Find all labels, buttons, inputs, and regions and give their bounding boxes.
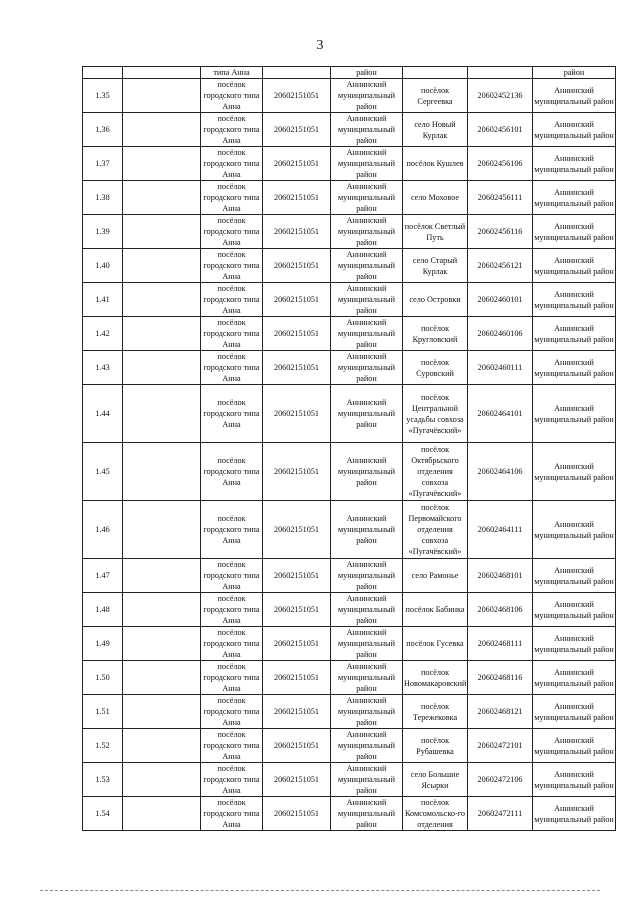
cell-oktmo: 20602151051 — [263, 181, 331, 215]
cell-district: Аннинский муниципальный район — [331, 501, 403, 559]
cell-district2: Аннинский муниципальный район — [533, 695, 616, 729]
cell-blank — [123, 67, 201, 79]
cell-settlement: посёлок городского типа Анна — [201, 385, 263, 443]
cell-district: Аннинский муниципальный район — [331, 729, 403, 763]
cell-oktmo2: 20602468116 — [468, 661, 533, 695]
cell-district: Аннинский муниципальный район — [331, 113, 403, 147]
cell-oktmo: 20602151051 — [263, 385, 331, 443]
cell-district: Аннинский муниципальный район — [331, 147, 403, 181]
cell-settlement: посёлок городского типа Анна — [201, 215, 263, 249]
cell-oktmo2: 20602456111 — [468, 181, 533, 215]
cell-oktmo: 20602151051 — [263, 443, 331, 501]
cell-settlement: посёлок городского типа Анна — [201, 797, 263, 831]
cell-num: 1.35 — [83, 79, 123, 113]
cell-num: 1.45 — [83, 443, 123, 501]
table-row-continued — [83, 67, 616, 79]
table-row — [83, 181, 616, 215]
cell-district2: Аннинский муниципальный район — [533, 283, 616, 317]
cell-settlement: посёлок городского типа Анна — [201, 627, 263, 661]
cell-settlement: посёлок городского типа Анна — [201, 729, 263, 763]
cell-district2: Аннинский муниципальный район — [533, 501, 616, 559]
table-row — [83, 443, 616, 501]
cell-blank — [123, 661, 201, 695]
cell-blank — [123, 79, 201, 113]
cell-oktmo: 20602151051 — [263, 627, 331, 661]
table-row — [83, 797, 616, 831]
cell-blank — [123, 729, 201, 763]
cell-settlement: посёлок городского типа Анна — [201, 763, 263, 797]
cell-locality: посёлок Бабинка — [403, 593, 468, 627]
cell-district: Аннинский муниципальный район — [331, 627, 403, 661]
cell-district: Аннинский муниципальный район — [331, 317, 403, 351]
cell-settlement: посёлок городского типа Анна — [201, 79, 263, 113]
cell-district2: Аннинский муниципальный район — [533, 147, 616, 181]
cell-district: Аннинский муниципальный район — [331, 283, 403, 317]
cell-settlement: посёлок городского типа Анна — [201, 593, 263, 627]
cell-district2: Аннинский муниципальный район — [533, 763, 616, 797]
cell-district2: Аннинский муниципальный район — [533, 729, 616, 763]
cell-locality: посёлок Первомайского отделения совхоза «Пугачёвский» — [403, 501, 468, 559]
cell-locality: посёлок Центральной усадьбы совхоза «Пугачёвский» — [403, 385, 468, 443]
cell-num: 1.36 — [83, 113, 123, 147]
table-row — [83, 113, 616, 147]
cell-district2: Аннинский муниципальный район — [533, 113, 616, 147]
cell-blank — [123, 443, 201, 501]
cell-locality: посёлок Кушлев — [403, 147, 468, 181]
cell-oktmo2: 20602460101 — [468, 283, 533, 317]
cell-locality: посёлок Новомакаровский — [403, 661, 468, 695]
table-row — [83, 695, 616, 729]
settlements-table — [82, 66, 616, 831]
cell-settlement: посёлок городского типа Анна — [201, 501, 263, 559]
cell-settlement: посёлок городского типа Анна — [201, 181, 263, 215]
cell-blank — [123, 113, 201, 147]
cell-oktmo: 20602151051 — [263, 249, 331, 283]
cell-num: 1.54 — [83, 797, 123, 831]
cell-district: Аннинский муниципальный район — [331, 249, 403, 283]
cell-blank — [123, 385, 201, 443]
cell-district2: Аннинский муниципальный район — [533, 79, 616, 113]
cell-district2: Аннинский муниципальный район — [533, 443, 616, 501]
table-row — [83, 763, 616, 797]
table-row — [83, 593, 616, 627]
cell-district2: Аннинский муниципальный район — [533, 627, 616, 661]
cell-oktmo: 20602151051 — [263, 763, 331, 797]
cell-district: Аннинский муниципальный район — [331, 351, 403, 385]
cell-locality: посёлок Кругловский — [403, 317, 468, 351]
cell-district: Аннинский муниципальный район — [331, 181, 403, 215]
cell-num: 1.41 — [83, 283, 123, 317]
table-row — [83, 729, 616, 763]
cell-oktmo2: 20602468121 — [468, 695, 533, 729]
table-body — [83, 67, 616, 831]
cell-num: 1.39 — [83, 215, 123, 249]
cell-locality: посёлок Светлый Путь — [403, 215, 468, 249]
cell-oktmo2: 20602456106 — [468, 147, 533, 181]
cell-blank — [123, 351, 201, 385]
cell-blank — [123, 181, 201, 215]
cell-locality: посёлок Сергеевка — [403, 79, 468, 113]
cell-district2: район — [533, 67, 616, 79]
cell-locality: посёлок Комсомольско-го отделения — [403, 797, 468, 831]
cell-blank — [123, 283, 201, 317]
cell-district: Аннинский муниципальный район — [331, 79, 403, 113]
cell-locality: посёлок Октябрьского отделения совхоза «Пугачёвский» — [403, 443, 468, 501]
cell-oktmo2 — [468, 67, 533, 79]
cell-num — [83, 67, 123, 79]
cell-oktmo2: 20602468106 — [468, 593, 533, 627]
cell-district2: Аннинский муниципальный район — [533, 249, 616, 283]
cell-oktmo: 20602151051 — [263, 215, 331, 249]
cell-oktmo: 20602151051 — [263, 351, 331, 385]
cell-oktmo2: 20602456121 — [468, 249, 533, 283]
cell-district2: Аннинский муниципальный район — [533, 351, 616, 385]
cell-locality: посёлок Рубашевка — [403, 729, 468, 763]
table-row — [83, 351, 616, 385]
cell-oktmo: 20602151051 — [263, 593, 331, 627]
cell-district: Аннинский муниципальный район — [331, 559, 403, 593]
cell-blank — [123, 559, 201, 593]
cell-district2: Аннинский муниципальный район — [533, 661, 616, 695]
table-row — [83, 317, 616, 351]
cell-settlement: посёлок городского типа Анна — [201, 113, 263, 147]
cell-oktmo2: 20602460111 — [468, 351, 533, 385]
cell-oktmo: 20602151051 — [263, 113, 331, 147]
cell-district: район — [331, 67, 403, 79]
cell-settlement: посёлок городского типа Анна — [201, 351, 263, 385]
cell-num: 1.38 — [83, 181, 123, 215]
cell-settlement: типа Анна — [201, 67, 263, 79]
cell-settlement: посёлок городского типа Анна — [201, 317, 263, 351]
cell-oktmo2: 20602472101 — [468, 729, 533, 763]
cell-locality: село Рамонье — [403, 559, 468, 593]
cell-locality: посёлок Суровский — [403, 351, 468, 385]
cell-settlement: посёлок городского типа Анна — [201, 443, 263, 501]
cell-num: 1.44 — [83, 385, 123, 443]
cell-district: Аннинский муниципальный район — [331, 215, 403, 249]
cell-oktmo2: 20602464101 — [468, 385, 533, 443]
cell-num: 1.46 — [83, 501, 123, 559]
table-row — [83, 661, 616, 695]
cell-oktmo2: 20602460106 — [468, 317, 533, 351]
cell-blank — [123, 695, 201, 729]
cell-locality: село Моховое — [403, 181, 468, 215]
cell-district2: Аннинский муниципальный район — [533, 593, 616, 627]
cell-num: 1.50 — [83, 661, 123, 695]
cell-oktmo: 20602151051 — [263, 661, 331, 695]
cell-blank — [123, 215, 201, 249]
table-row — [83, 501, 616, 559]
cell-district: Аннинский муниципальный район — [331, 661, 403, 695]
cell-district: Аннинский муниципальный район — [331, 797, 403, 831]
cell-oktmo2: 20602472106 — [468, 763, 533, 797]
cell-district2: Аннинский муниципальный район — [533, 317, 616, 351]
cell-num: 1.48 — [83, 593, 123, 627]
cell-locality: село Большие Ясырки — [403, 763, 468, 797]
cell-oktmo2: 20602468111 — [468, 627, 533, 661]
page-number: 3 — [316, 38, 324, 53]
cell-num: 1.52 — [83, 729, 123, 763]
table-row — [83, 627, 616, 661]
cell-num: 1.53 — [83, 763, 123, 797]
cell-blank — [123, 593, 201, 627]
cell-district2: Аннинский муниципальный район — [533, 215, 616, 249]
cell-settlement: посёлок городского типа Анна — [201, 147, 263, 181]
cell-district2: Аннинский муниципальный район — [533, 181, 616, 215]
cell-settlement: посёлок городского типа Анна — [201, 249, 263, 283]
cell-locality: село Островки — [403, 283, 468, 317]
table-row — [83, 79, 616, 113]
cell-oktmo: 20602151051 — [263, 317, 331, 351]
cell-oktmo2: 20602464106 — [468, 443, 533, 501]
cell-oktmo: 20602151051 — [263, 283, 331, 317]
cell-blank — [123, 317, 201, 351]
table-row — [83, 215, 616, 249]
cell-blank — [123, 147, 201, 181]
cell-oktmo: 20602151051 — [263, 147, 331, 181]
cell-district2: Аннинский муниципальный район — [533, 385, 616, 443]
cell-district: Аннинский муниципальный район — [331, 443, 403, 501]
cell-settlement: посёлок городского типа Анна — [201, 559, 263, 593]
cell-locality — [403, 67, 468, 79]
page-bottom-rule — [40, 890, 600, 891]
cell-oktmo — [263, 67, 331, 79]
table-row — [83, 559, 616, 593]
cell-settlement: посёлок городского типа Анна — [201, 283, 263, 317]
cell-oktmo2: 20602456116 — [468, 215, 533, 249]
cell-locality: посёлок Тережековка — [403, 695, 468, 729]
table-row — [83, 385, 616, 443]
cell-oktmo: 20602151051 — [263, 501, 331, 559]
cell-blank — [123, 627, 201, 661]
cell-district: Аннинский муниципальный район — [331, 385, 403, 443]
cell-settlement: посёлок городского типа Анна — [201, 661, 263, 695]
cell-oktmo2: 20602464111 — [468, 501, 533, 559]
cell-locality: село Новый Курлак — [403, 113, 468, 147]
cell-settlement: посёлок городского типа Анна — [201, 695, 263, 729]
cell-num: 1.49 — [83, 627, 123, 661]
table-row — [83, 283, 616, 317]
cell-oktmo2: 20602452136 — [468, 79, 533, 113]
table-row — [83, 249, 616, 283]
cell-num: 1.43 — [83, 351, 123, 385]
cell-oktmo: 20602151051 — [263, 79, 331, 113]
cell-oktmo: 20602151051 — [263, 797, 331, 831]
cell-oktmo: 20602151051 — [263, 695, 331, 729]
cell-num: 1.42 — [83, 317, 123, 351]
cell-district2: Аннинский муниципальный район — [533, 559, 616, 593]
cell-num: 1.37 — [83, 147, 123, 181]
cell-oktmo2: 20602472111 — [468, 797, 533, 831]
cell-blank — [123, 249, 201, 283]
cell-district2: Аннинский муниципальный район — [533, 797, 616, 831]
cell-blank — [123, 763, 201, 797]
cell-oktmo: 20602151051 — [263, 559, 331, 593]
cell-district: Аннинский муниципальный район — [331, 593, 403, 627]
table-row — [83, 147, 616, 181]
cell-blank — [123, 501, 201, 559]
cell-num: 1.40 — [83, 249, 123, 283]
cell-num: 1.51 — [83, 695, 123, 729]
cell-district: Аннинский муниципальный район — [331, 695, 403, 729]
cell-district: Аннинский муниципальный район — [331, 763, 403, 797]
cell-num: 1.47 — [83, 559, 123, 593]
cell-oktmo2: 20602468101 — [468, 559, 533, 593]
cell-oktmo: 20602151051 — [263, 729, 331, 763]
cell-blank — [123, 797, 201, 831]
cell-locality: посёлок Гусевка — [403, 627, 468, 661]
cell-oktmo2: 20602456101 — [468, 113, 533, 147]
cell-locality: село Старый Курлак — [403, 249, 468, 283]
